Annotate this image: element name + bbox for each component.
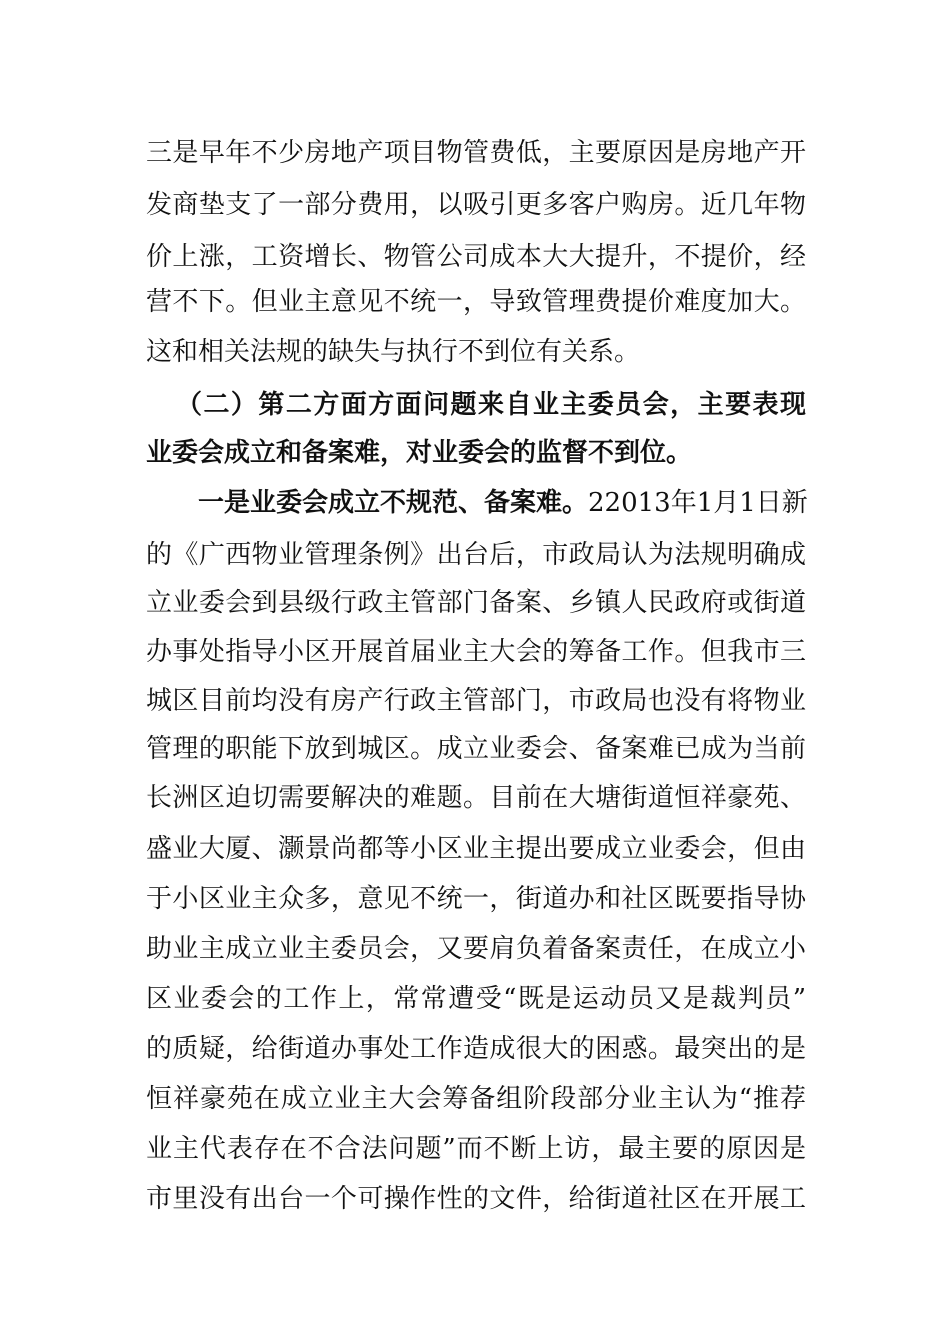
paragraph-line: 恒祥豪苑在成立业主大会筹备组阶段部分业主认为“推荐 — [146, 1084, 806, 1114]
section-heading-line: 业委会成立和备案难，对业委会的监督不到位。 — [146, 438, 693, 468]
paragraph-line: 市里没有出台一个可操作性的文件，给街道社区在开展工 — [146, 1184, 806, 1214]
paragraph-line: 区业委会的工作上，常常遭受“既是运动员又是裁判员” — [146, 984, 806, 1014]
paragraph-line: 发商垫支了一部分费用，以吸引更多客户购房。近几年物 — [146, 190, 806, 220]
paragraph-line: 营不下。但业主意见不统一，导致管理费提价难度加大。 — [146, 287, 806, 317]
paragraph-lead-rest: 22013年1月1日新 — [588, 488, 808, 518]
paragraph-line: 助业主成立业主委员会，又要肩负着备案责任，在成立小 — [146, 934, 806, 964]
paragraph-line: 盛业大厦、灏景尚都等小区业主提出要成立业委会，但由 — [146, 834, 806, 864]
paragraph-line: 立业委会到县级行政主管部门备案、乡镇人民政府或街道 — [146, 588, 806, 618]
paragraph-line: 价上涨，工资增长、物管公司成本大大提升，不提价，经 — [146, 242, 806, 272]
paragraph-line: 这和相关法规的缺失与执行不到位有关系。 — [146, 337, 641, 367]
paragraph-lead-line — [198, 478, 806, 528]
paragraph-line: 于小区业主众多，意见不统一，街道办和社区既要指导协 — [146, 884, 806, 914]
paragraph-line: 的质疑，给街道办事处工作造成很大的困惑。最突出的是 — [146, 1034, 806, 1064]
paragraph-line: 业主代表存在不合法问题”而不断上访，最主要的原因是 — [146, 1134, 806, 1164]
section-heading-line: （二）第二方面方面问题来自业主委员会，主要表现 — [176, 390, 806, 420]
paragraph-line: 的《广西物业管理条例》出台后，市政局认为法规明确成 — [146, 540, 806, 570]
paragraph-lead-bold: 一是业委会成立不规范、备案难。 — [198, 488, 589, 518]
paragraph-line: 城区目前均没有房产行政主管部门，市政局也没有将物业 — [146, 686, 806, 716]
paragraph-line: 长洲区迫切需要解决的难题。目前在大塘街道恒祥豪苑、 — [146, 783, 806, 813]
paragraph-line: 管理的职能下放到城区。成立业委会、备案难已成为当前 — [146, 734, 806, 764]
paragraph-line: 办事处指导小区开展首届业主大会的筹备工作。但我市三 — [146, 637, 806, 667]
paragraph-line: 三是早年不少房地产项目物管费低，主要原因是房地产开 — [146, 138, 806, 168]
